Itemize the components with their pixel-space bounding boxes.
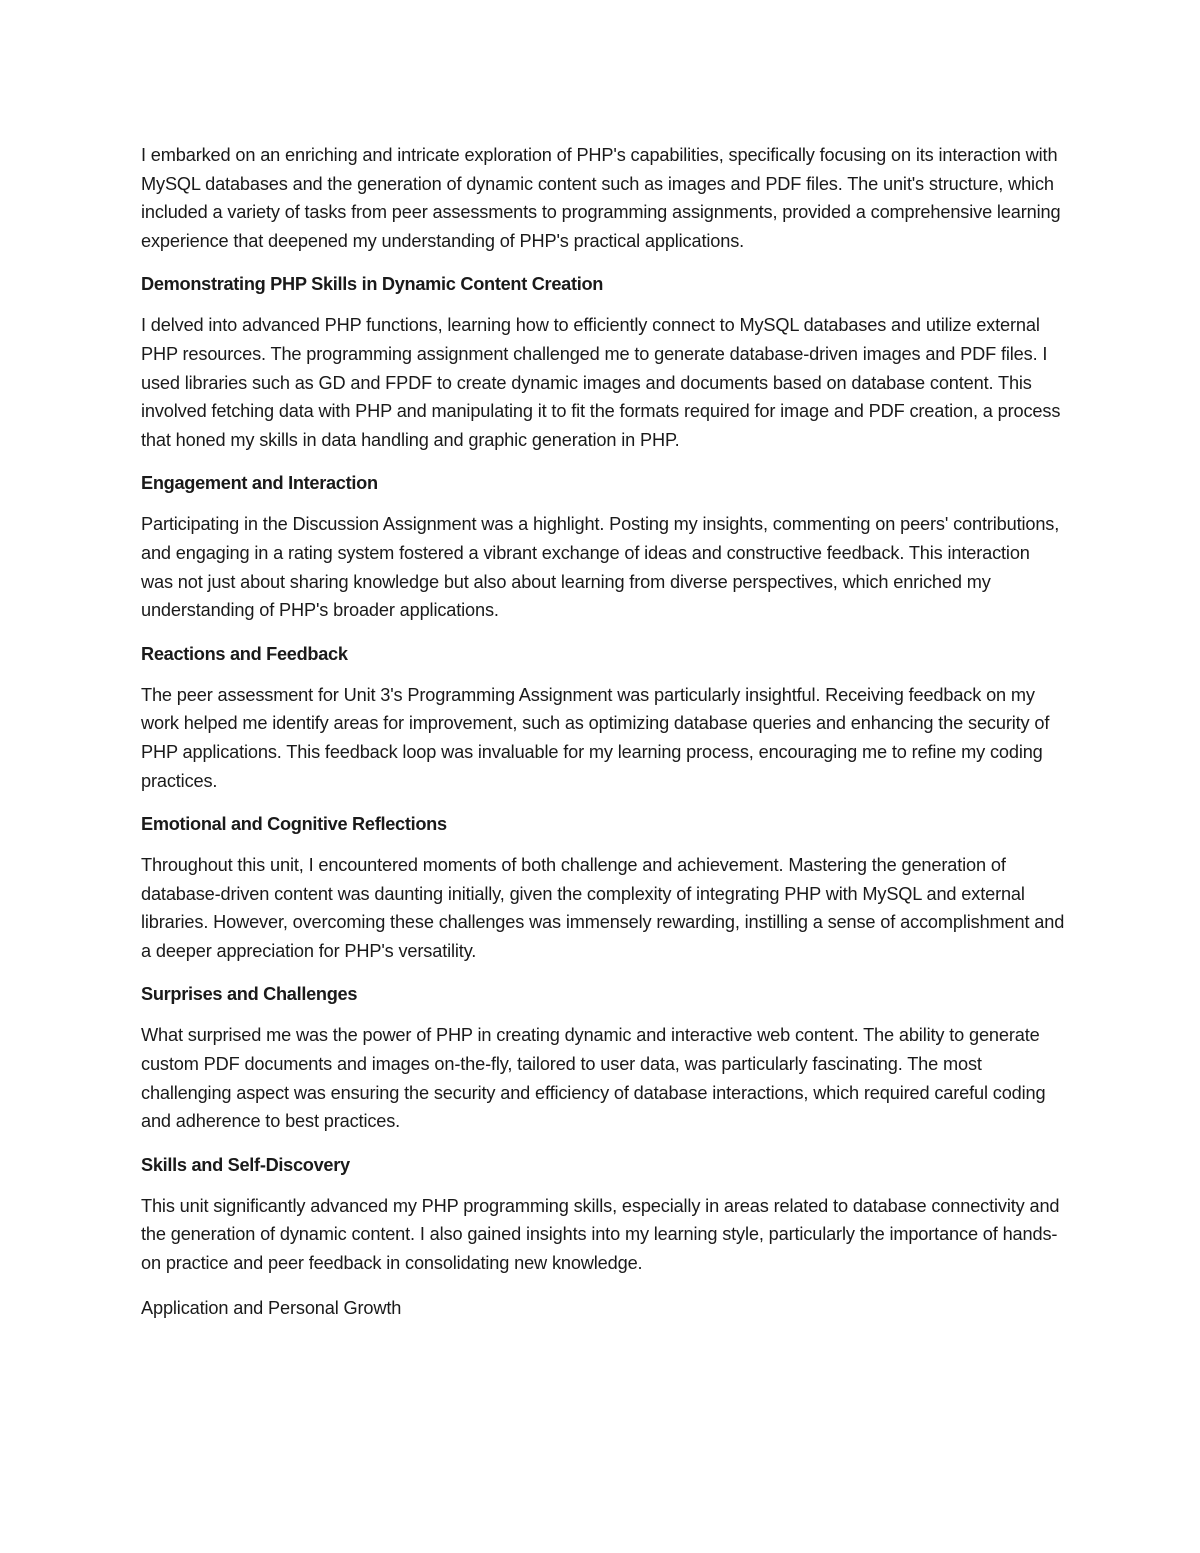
section-heading-reflections: Emotional and Cognitive Reflections — [141, 814, 447, 835]
section-body-dynamic-content: I delved into advanced PHP functions, learning how to efficiently connect to MySQL databases and utilize external PHP resources. The programming assignment challenged me to generate database-driven images and PDF files. I used libraries such as GD and FPDF to create dynamic images and documents based on database content. This involved fetching data with PHP and manipulating it to fit the formats required for image and PDF creation, a process that honed my skills in data handling and graphic generation in PHP. — [141, 315, 1061, 450]
section-heading-engagement: Engagement and Interaction — [141, 473, 378, 494]
section-heading-reactions: Reactions and Feedback — [141, 643, 348, 664]
section-body-engagement: Participating in the Discussion Assignment was a highlight. Posting my insights, commenting on peers' contributions, and engaging in a rating system fostered a vibrant exchange of ideas and constructive feedback. This interaction was not just about sharing knowledge but also about learning from diverse perspectives, which enriched my understanding of PHP's broader applications. — [141, 514, 1060, 621]
section-body-skills: This unit significantly advanced my PHP programming skills, especially in areas related to database connectivity and the generation of dynamic content. I also gained insights into my learning style, particularly the importance of hands-on practice and peer feedback in consolidating new knowledge. — [141, 1195, 1060, 1274]
section-heading-surprises: Surprises and Challenges — [141, 984, 358, 1005]
section-body-surprises: What surprised me was the power of PHP in creating dynamic and interactive web content. The ability to generate custom PDF documents and images on-the-fly, tailored to user data, was particularly fascinating. The most challenging aspect was ensuring the security and efficiency of database interactions, which required careful coding and adherence to best practices. — [141, 1025, 1046, 1132]
section-body-reflections: Throughout this unit, I encountered moments of both challenge and achievement. Mastering the generation of database-driven content was daunting initially, given the complexity of integrating PHP with MySQL and external libraries. However, overcoming these challenges was immensely rewarding, instilling a sense of accomplishment and a deeper appreciation for PHP's versatility. — [141, 855, 1065, 961]
intro-paragraph: I embarked on an enriching and intricate exploration of PHP's capabilities, specifically focusing on its interaction with MySQL databases and the generation of dynamic content such as images and PDF files. The unit's structure, which included a variety of tasks from peer assessments to programming assignments, provided a comprehensive learning experience that deepened my understanding of PHP's practical applications. — [141, 145, 1061, 251]
section-heading-skills: Skills and Self-Discovery — [141, 1154, 350, 1175]
closing-heading: Application and Personal Growth — [141, 1297, 402, 1318]
section-body-reactions: The peer assessment for Unit 3's Programming Assignment was particularly insightful. Receiving feedback on my work helped me identify areas for improvement, such as optimizing database queries and enhancing the security of PHP applications. This feedback loop was invaluable for my learning process, encouraging me to refine my coding practices. — [141, 684, 1050, 791]
document-page — [141, 141, 1066, 1338]
section-heading-dynamic-content: Demonstrating PHP Skills in Dynamic Content Creation — [141, 274, 604, 295]
